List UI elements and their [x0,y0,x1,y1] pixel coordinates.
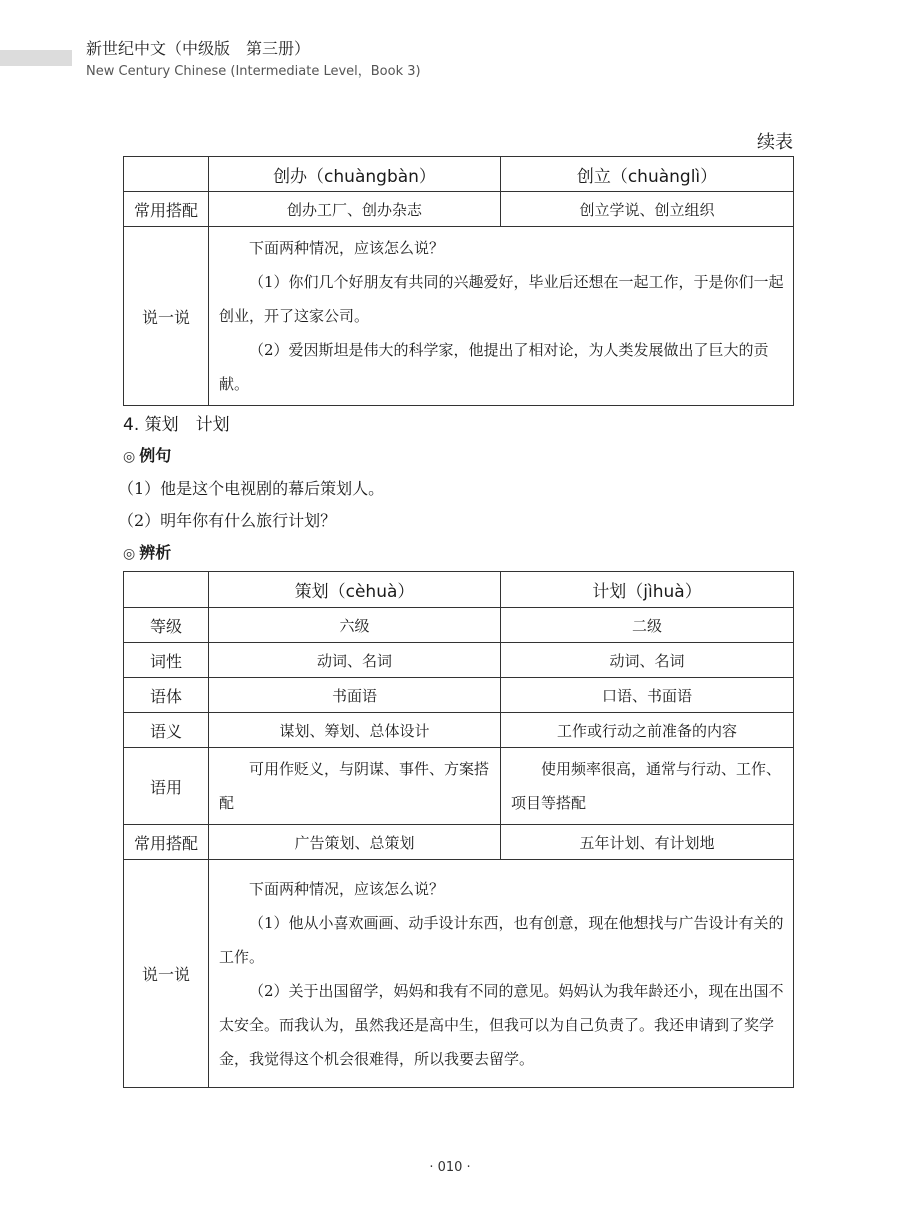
table-row [124,608,794,643]
circle-bullet-icon: ◎ [123,546,136,562]
row-label: 说一说 [124,860,209,1088]
header-bar [0,50,72,66]
row-label: 语用 [124,748,209,825]
example-sentence-1: （1）他是这个电视剧的幕后策划人。 [118,479,385,498]
speak-item-1: （1）你们几个好朋友有共同的兴趣爱好，毕业后还想在一起工作，于是你们一起创业，开了这家公司。 [219,273,784,325]
table-cell: 口语、书面语 [501,678,794,713]
speak-cell [209,227,794,406]
table-cell: 五年计划、有计划地 [501,825,794,860]
speak-item-2: （2）爱因斯坦是伟大的科学家，他提出了相对论，为人类发展做出了巨大的贡献。 [219,341,769,393]
speak-item-2: （2）关于出国留学，妈妈和我有不同的意见。妈妈认为我年龄还小，现在出国不太安全。而我认为，虽然我还是高中生，但我可以为自己负责了。我还申请到了奖学金，我觉得这个机会很难得，所以我要去留学。 [219,981,784,1068]
table-row [124,713,794,748]
empty-header-cell [124,157,209,192]
analysis-label: 辨析 [139,543,172,562]
example-sentence-2: （2）明年你有什么旅行计划？ [118,511,337,530]
table-cell: 动词、名词 [501,643,794,678]
speak-item-1: （1）他从小喜欢画画、动手设计东西，也有创意，现在他想找与广告设计有关的工作。 [219,913,784,966]
column-head-chuangban: 创办（chuàngbàn） [209,157,501,192]
usage-text-jihua: 使用频率很高，通常与行动、工作、项目等搭配 [511,760,782,812]
row-label: 词性 [124,643,209,678]
table-cell: 创办工厂、创办杂志 [209,192,501,227]
row-label: 语义 [124,713,209,748]
table-row [124,643,794,678]
row-label: 等级 [124,608,209,643]
column-head-cehua: 策划（cèhuà） [209,572,501,608]
table-row [124,227,794,406]
table-row [124,192,794,227]
table-cell: 谋划、筹划、总体设计 [209,713,501,748]
table-cell: 创立学说、创立组织 [501,192,794,227]
examples-heading [123,443,171,466]
table-cell: 广告策划、总策划 [209,825,501,860]
row-label: 语体 [124,678,209,713]
book-subtitle: New Century Chinese (Intermediate Level，Book 3) [86,64,421,79]
column-head-jihua: 计划（jìhuà） [501,572,794,608]
speak-intro: 下面两种情况，应该怎么说？ [249,879,445,898]
page-number: · 010 · [429,1160,471,1175]
table-header-row [124,572,794,608]
usage-text-cehua: 可用作贬义，与阴谋、事件、方案搭配 [219,760,490,812]
row-label: 说一说 [124,227,209,406]
table-cell: 六级 [209,608,501,643]
comparison-table-chuangban-chuangli [123,156,794,406]
speak-cell [209,860,794,1088]
empty-header-cell [124,572,209,608]
table-cell [501,748,794,825]
table-cell: 书面语 [209,678,501,713]
table-cell [209,748,501,825]
table-row [124,748,794,825]
comparison-table-cehua-jihua [123,571,794,1088]
table-row [124,860,794,1088]
row-label: 常用搭配 [124,825,209,860]
table-cell: 动词、名词 [209,643,501,678]
section-heading: 4. 策划 计划 [123,415,230,435]
examples-label: 例句 [139,446,172,465]
continued-label: 续表 [757,132,793,153]
speak-intro: 下面两种情况，应该怎么说？ [249,239,445,257]
column-head-chuangli: 创立（chuànglì） [501,157,794,192]
table-cell: 二级 [501,608,794,643]
table-row [124,678,794,713]
table-header-row [124,157,794,192]
table-cell: 工作或行动之前准备的内容 [501,713,794,748]
analysis-heading [123,540,171,563]
row-label: 常用搭配 [124,192,209,227]
table-row [124,825,794,860]
circle-bullet-icon: ◎ [123,449,136,465]
book-title: 新世纪中文（中级版 第三册） [86,39,311,58]
